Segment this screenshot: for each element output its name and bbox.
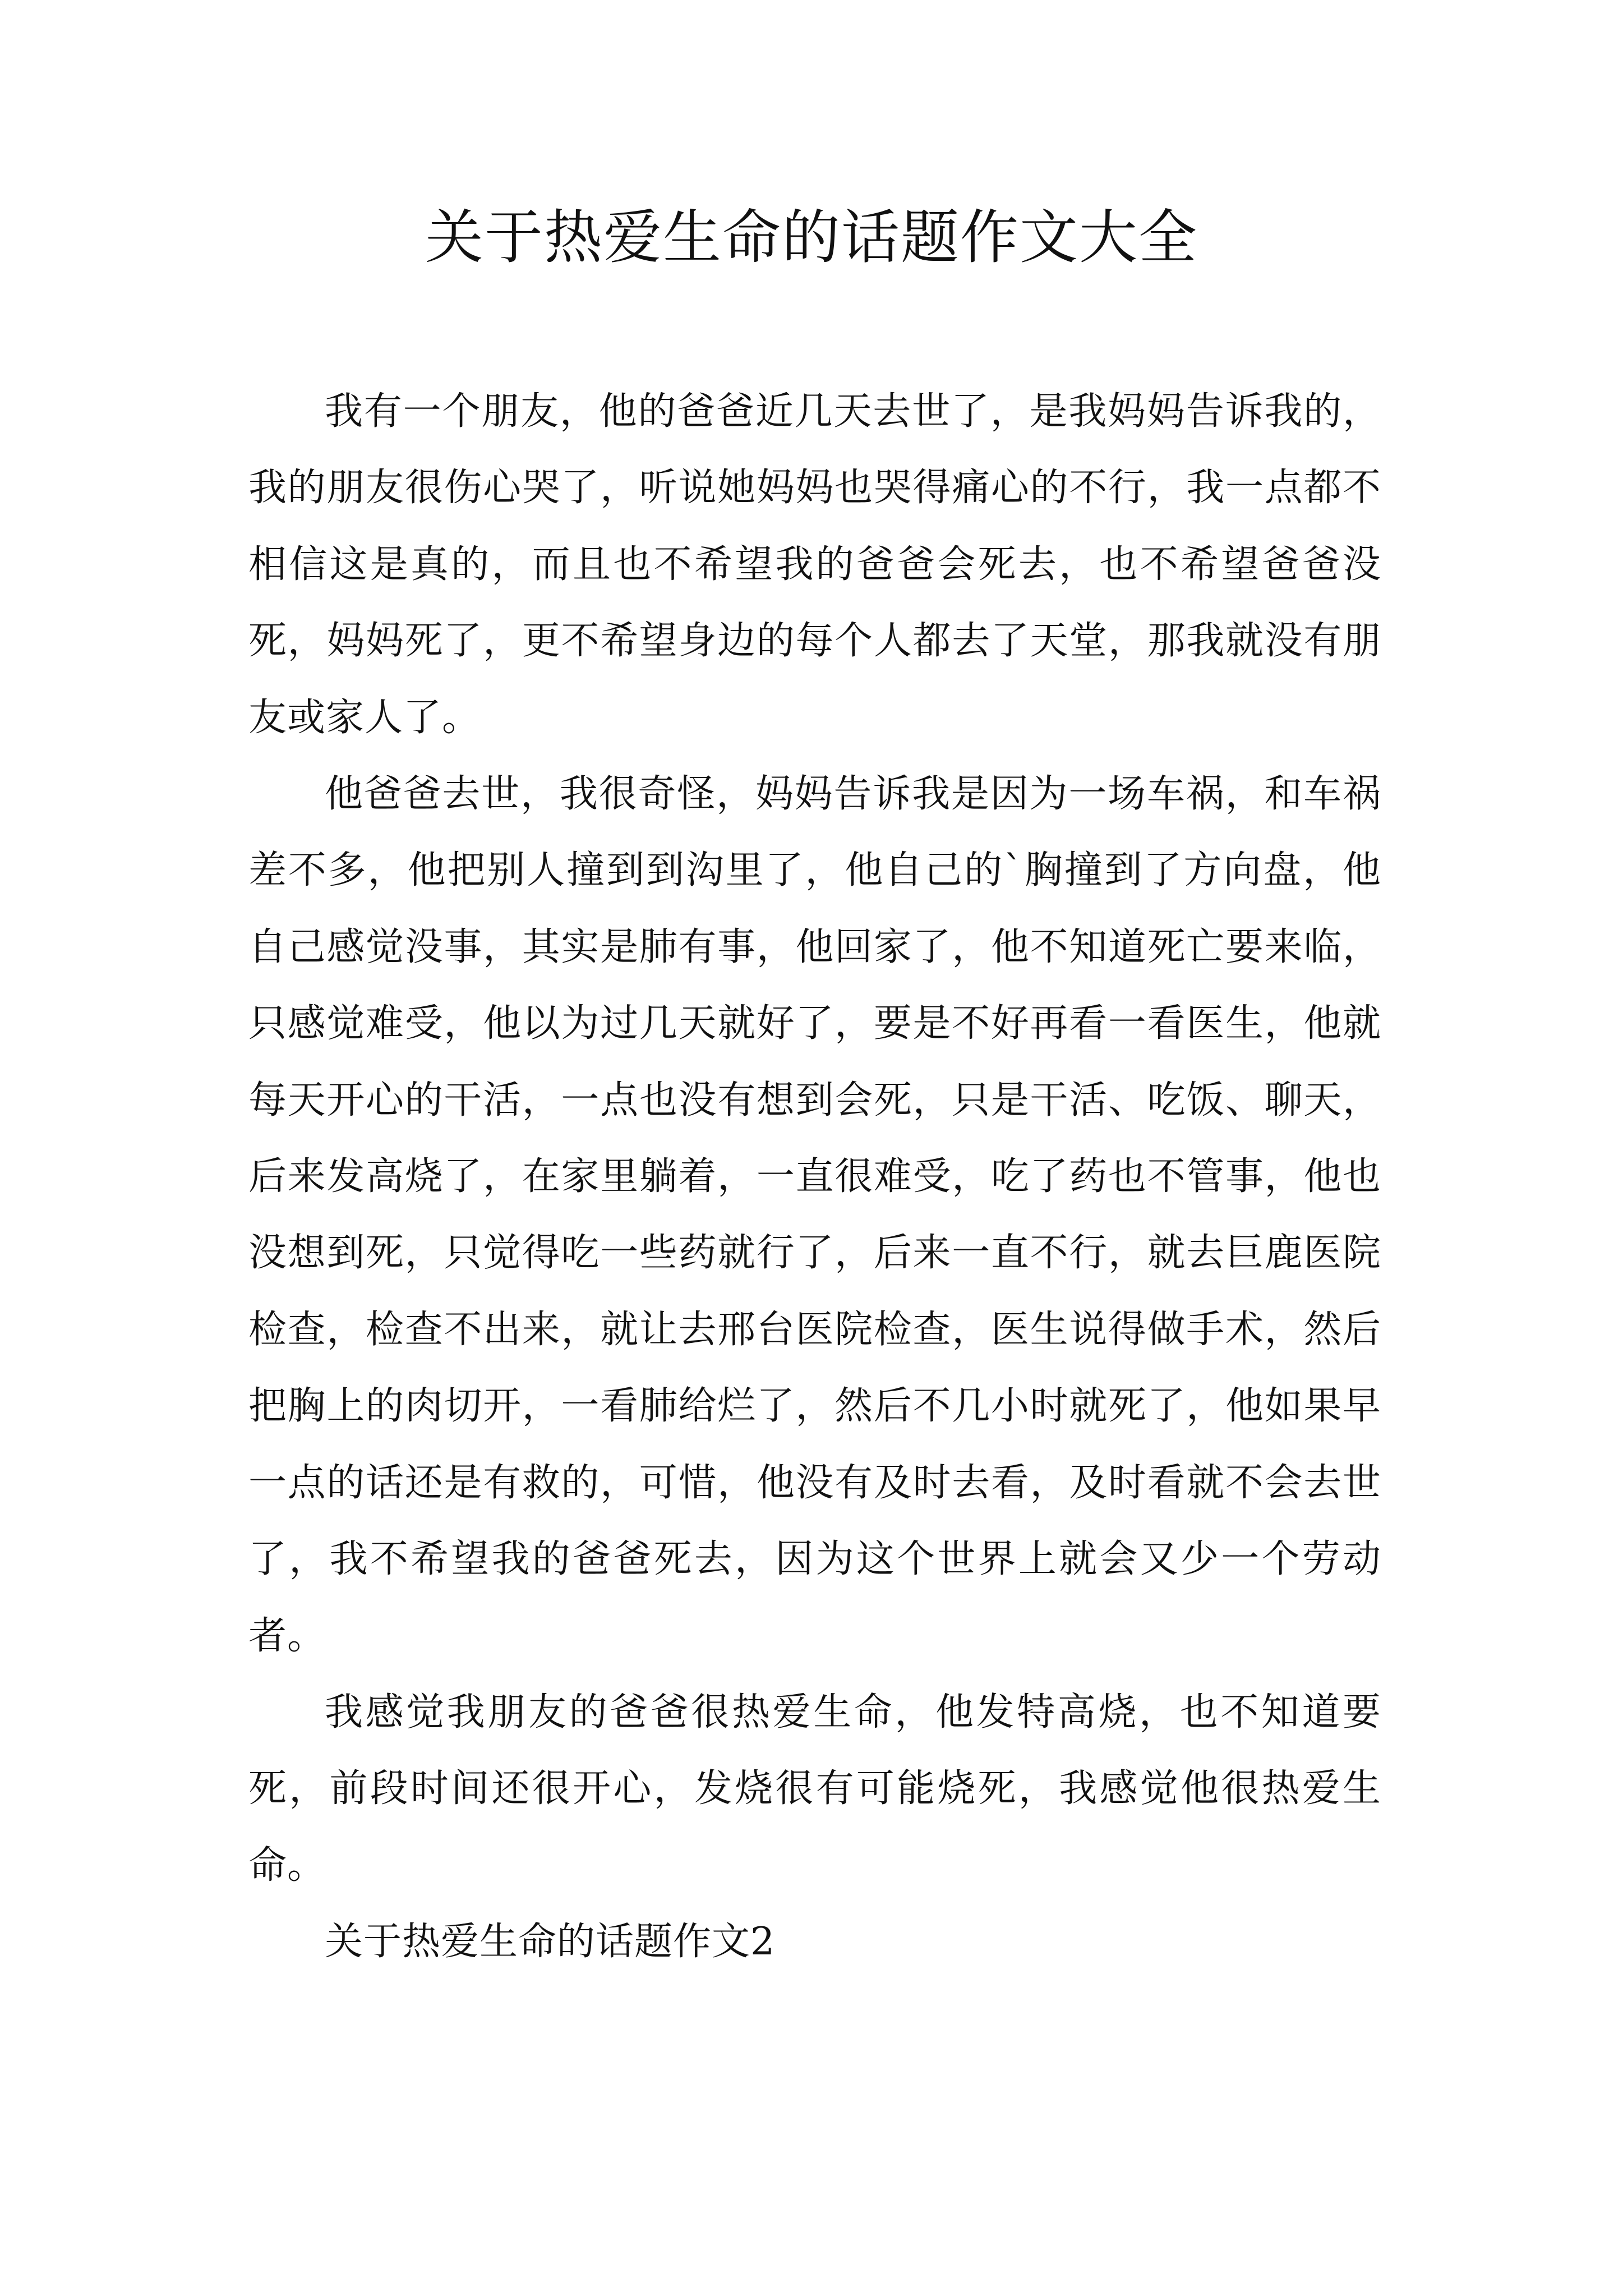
section-heading-2: 关于热爱生命的话题作文2: [325, 1920, 776, 1964]
document-title: 关于热爱生命的话题作文大全: [425, 203, 1198, 272]
paragraph-1: 我有一个朋友，他的爸爸近几天去世了，是我妈妈告诉我的，我的朋友很伤心哭了，听说她妈妈也哭得痛心的不行，我一点都不相信这是真的，而且也不希望我的爸爸会死去，也不希望爸爸没死，妈妈死了，更不希望身边的每个人都去了天堂，那我就没有朋友或家人了。: [248, 389, 1381, 740]
paragraph-2: 他爸爸去世，我很奇怪，妈妈告诉我是因为一场车祸，和车祸差不多，他把别人撞到到沟里了，他自己的`胸撞到了方向盘，他自己感觉没事，其实是肺有事，他回家了，他不知道死亡要来临，只感觉难受，他以为过几天就好了，要是不好再看一看医生，他就每天开心的干活，一点也没有想到会死，只是干活、吃饭、聊天，后来发高烧了，在家里躺着，一直很难受，吃了药也不管事，他也没想到死，只觉得吃一些药就行了，后来一直不行，就去巨鹿医院检查，检查不出来，就让去邢台医院检查，医生说得做手术，然后把胸上的肉切开，一看肺给烂了，然后不几小时就死了，他如果早一点的话还是有救的，可惜，他没有及时去看，及时看就不会去世了，我不希望我的爸爸死去，因为这个世界上就会又少一个劳动者。: [248, 772, 1381, 1658]
paragraph-3: 我感觉我朋友的爸爸很热爱生命，他发特高烧，也不知道要死，前段时间还很开心，发烧很有可能烧死，我感觉他很热爱生命。: [248, 1690, 1381, 1888]
document-body: [248, 374, 1381, 1981]
